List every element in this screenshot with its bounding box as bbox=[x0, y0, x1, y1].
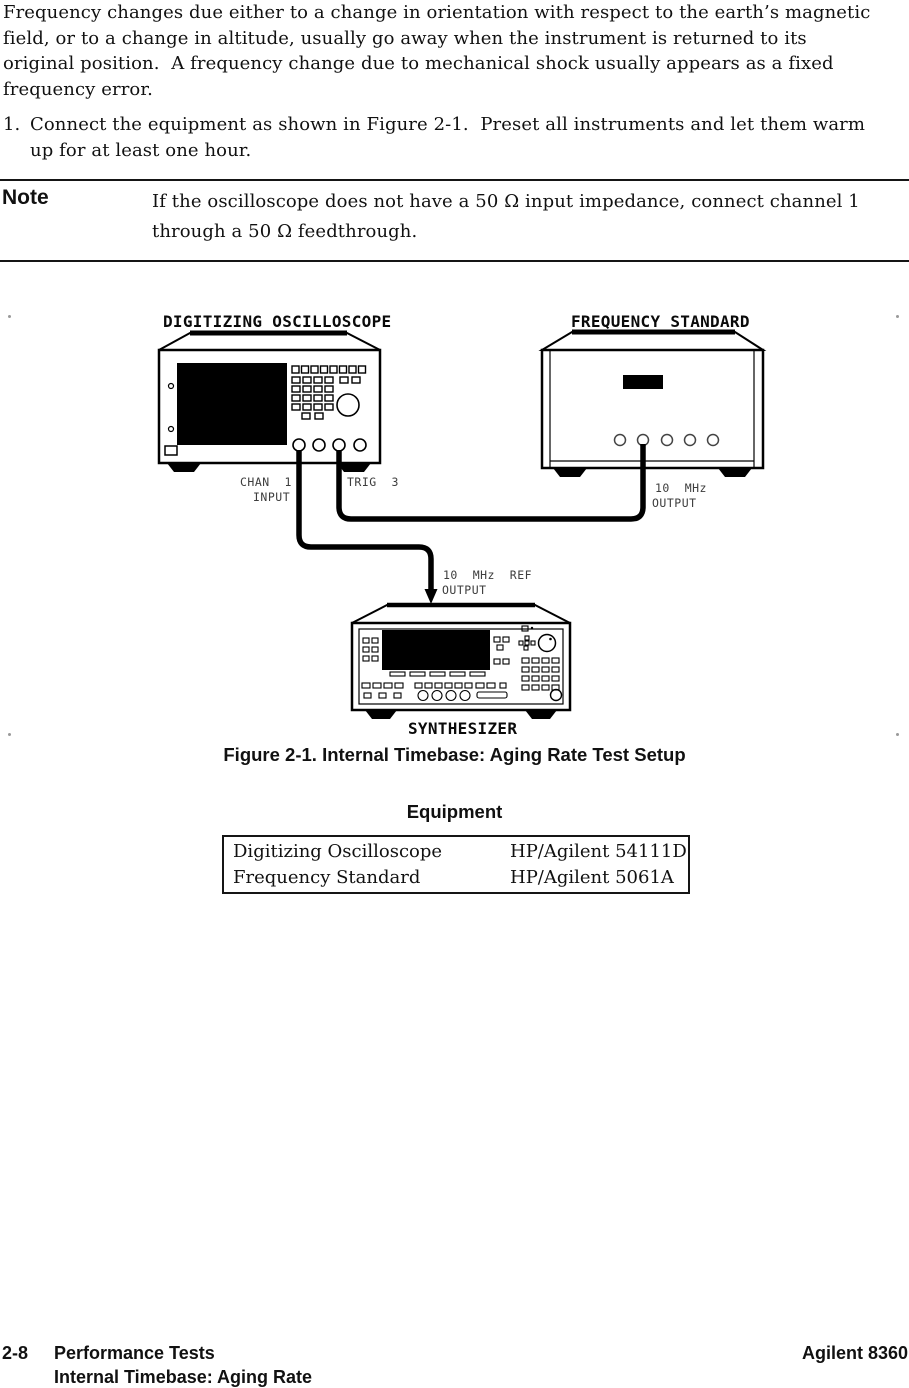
table-row bbox=[224, 865, 688, 891]
oscilloscope-screen bbox=[177, 363, 287, 445]
step-1-line: Connect the equipment as shown in Figure 2-1. Preset all instruments and let them warm bbox=[30, 114, 866, 135]
scan-speck bbox=[896, 315, 899, 318]
footer-section: Performance Tests bbox=[54, 1343, 215, 1363]
scan-speck bbox=[8, 315, 11, 318]
step-1-number: 1. bbox=[3, 114, 21, 135]
equipment-model: HP/Agilent 5061A bbox=[510, 867, 674, 888]
note-text bbox=[152, 187, 860, 246]
ref-10mhz-label: 10 MHz REF bbox=[443, 568, 533, 582]
figure-caption: Figure 2-1. Internal Timebase: Aging Rate Test Setup bbox=[223, 744, 686, 765]
step-1-line: up for at least one hour. bbox=[30, 139, 252, 161]
intro-line: Frequency changes due either to a change in orientation with respect to the earth’s magnetic bbox=[3, 2, 871, 23]
synthesizer-display bbox=[382, 630, 490, 670]
synthesizer-title: SYNTHESIZER bbox=[408, 719, 518, 738]
equipment-item: Frequency Standard bbox=[233, 867, 421, 888]
footer-product: Agilent 8360 bbox=[801, 1343, 908, 1363]
equipment-table bbox=[222, 835, 690, 894]
step-1-item bbox=[30, 112, 865, 163]
equipment-model: HP/Agilent 54111D bbox=[510, 841, 687, 862]
intro-paragraph bbox=[3, 0, 870, 103]
intro-line: frequency error. bbox=[3, 79, 153, 101]
figure-2-1-diagram bbox=[138, 288, 788, 758]
equipment-heading: Equipment bbox=[406, 801, 503, 822]
note-line: through a 50 Ω feedthrough. bbox=[152, 220, 418, 242]
frequency-standard-display bbox=[623, 375, 663, 389]
chan1-label: CHAN 1 bbox=[240, 475, 292, 489]
note-label: Note bbox=[2, 186, 49, 209]
scan-speck bbox=[896, 733, 899, 736]
scan-speck bbox=[8, 733, 11, 736]
table-row bbox=[224, 839, 688, 865]
ref-output-label: OUTPUT bbox=[442, 583, 487, 597]
intro-line: original position. A frequency change due to mechanical shock usually appears as a fixed bbox=[3, 53, 834, 75]
footer-page-number: 2-8 bbox=[2, 1343, 29, 1363]
synthesizer-drawing bbox=[352, 605, 570, 719]
freq-standard-output-label: OUTPUT bbox=[652, 496, 697, 510]
chan1-input-label: INPUT bbox=[253, 490, 291, 504]
oscilloscope-drawing bbox=[159, 333, 380, 472]
frequency-standard-drawing bbox=[542, 332, 763, 477]
note-rule-top bbox=[0, 179, 909, 181]
trig3-label: TRIG 3 bbox=[347, 475, 399, 489]
cable-arrowhead bbox=[425, 589, 438, 604]
footer-subsection: Internal Timebase: Aging Rate bbox=[54, 1367, 313, 1387]
freq-standard-title: FREQUENCY STANDARD bbox=[571, 312, 750, 331]
oscilloscope-title: DIGITIZING OSCILLOSCOPE bbox=[163, 312, 392, 331]
note-line: If the oscilloscope does not have a 50 Ω input impedance, connect channel 1 bbox=[152, 191, 860, 212]
note-rule-bottom bbox=[0, 260, 909, 262]
equipment-item: Digitizing Oscilloscope bbox=[233, 841, 443, 862]
intro-line: field, or to a change in altitude, usually go away when the instrument is returned to its bbox=[3, 27, 807, 49]
freq-standard-10mhz-label: 10 MHz bbox=[655, 481, 707, 495]
